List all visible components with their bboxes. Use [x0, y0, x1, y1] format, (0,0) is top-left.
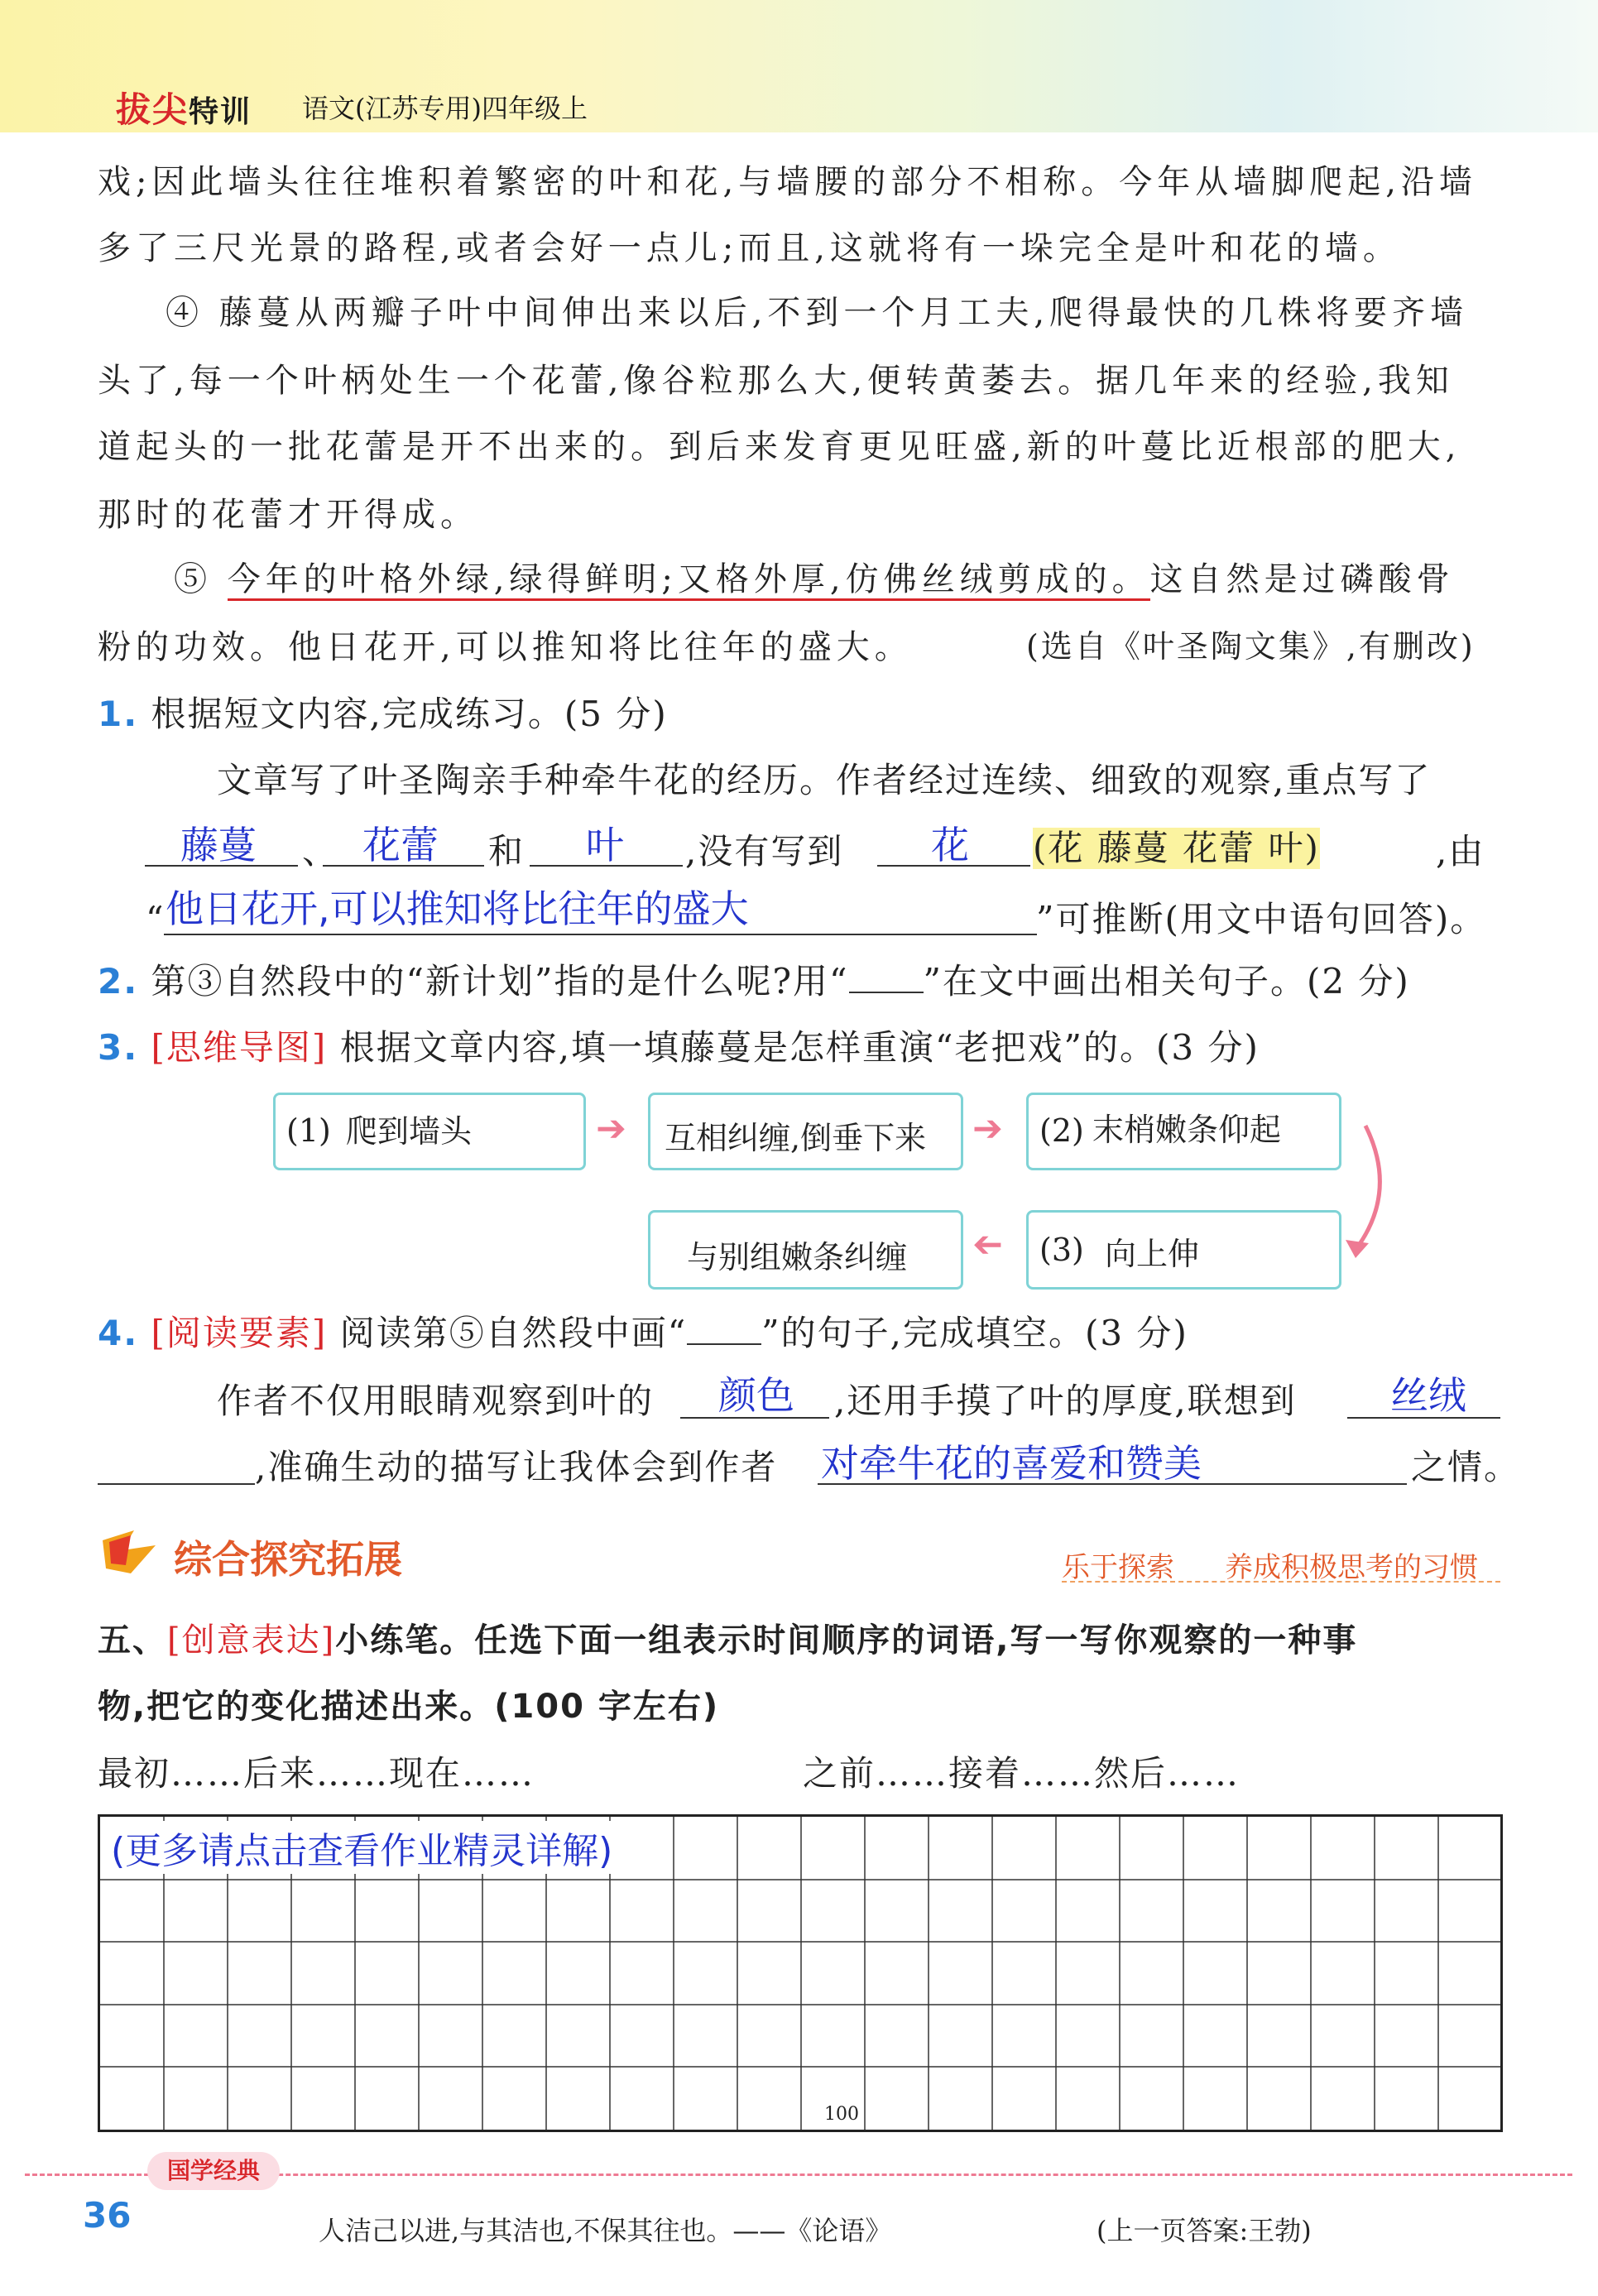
- subject-label: 语文(江苏专用)四年级上: [302, 93, 588, 124]
- answer-2: 花蕾: [362, 823, 439, 867]
- not-written-text: ,没有写到: [685, 831, 844, 872]
- question-3-text: 根据文章内容,填一填藤蔓是怎样重演“老把戏”的。(3 分): [339, 1027, 1260, 1068]
- passage-line-7: [174, 560, 1455, 598]
- footer-quote: 人洁己以进,与其洁也,不保其往也。——《论语》: [319, 2215, 892, 2246]
- question-1-title: [98, 694, 668, 734]
- answer-4: 花: [931, 823, 969, 867]
- question-2-number: 2.: [98, 961, 139, 1001]
- question-5-number: 五、: [98, 1621, 167, 1660]
- word-group-1: 最初……后来……现在……: [98, 1753, 535, 1794]
- star-burst-icon: [98, 1527, 164, 1577]
- question-2-text-pre: 新计划”指的是什么呢?用“: [425, 961, 849, 1001]
- question-1-close: ”可推断(用文中语句回答)。: [1036, 899, 1487, 939]
- question-1-text: 根据短文内容,完成练习。(5 分): [151, 694, 668, 734]
- question-1-line-1: 文章写了叶圣陶亲手种牵牛花的经历。作者经过连续、细致的观察,重点写了: [217, 760, 1432, 800]
- question-4-tag: [阅读要素]: [151, 1313, 328, 1353]
- flow-box-1-prefix: (1): [286, 1112, 331, 1149]
- answer-1: 藤蔓: [180, 823, 257, 867]
- answer-color: 颜色: [718, 1373, 794, 1418]
- flow-box-2-label: 互相纠缠,倒垂下来: [665, 1120, 927, 1156]
- question-5-tag: [创意表达]: [167, 1621, 336, 1660]
- section-title: 综合探究拓展: [174, 1537, 402, 1582]
- and-word: 和: [488, 831, 525, 872]
- word-group-2: 之前……接着……然后……: [803, 1753, 1240, 1794]
- book-logo: 拔尖特训: [116, 89, 252, 130]
- classic-badge: 国学经典: [147, 2152, 280, 2190]
- question-1-number: 1.: [98, 694, 139, 734]
- flow-box-4-answer: 向上伸: [1105, 1236, 1200, 1272]
- question-4-line-2a: ,准确生动的描写让我体会到作者: [255, 1447, 778, 1487]
- passage-line-3: ④ 藤蔓从两瓣子叶中间伸出来以后,不到一个月工夫,爬得最快的几株将要齐墙: [166, 294, 1469, 332]
- question-3-number: 3.: [98, 1027, 139, 1068]
- question-5-line-1: [98, 1621, 1358, 1660]
- flow-box-3-prefix: (2): [1039, 1112, 1084, 1149]
- question-3-tag: [思维导图]: [151, 1027, 328, 1068]
- grid-count-marker: 100: [824, 2104, 859, 2125]
- passage-source: (选自《叶圣陶文集》,有删改): [1026, 628, 1476, 665]
- separator: 、: [302, 831, 339, 872]
- answer-feeling: 对牵牛花的喜爱和赞美: [821, 1441, 1202, 1486]
- question-2: [98, 961, 1410, 1001]
- question-2-text-a: 第③自然段中的“: [151, 961, 426, 1001]
- flow-box-5-label: 与别组嫩条纠缠: [687, 1239, 908, 1275]
- question-4-line-1a: 作者不仅用眼睛观察到叶的: [217, 1381, 655, 1421]
- answer-3: 叶: [586, 823, 624, 867]
- section-motto-1: 乐于探索: [1062, 1551, 1174, 1584]
- question-4-blank: [687, 1343, 761, 1345]
- section-divider: [1062, 1581, 1500, 1583]
- answer-velvet: 丝绒: [1390, 1373, 1466, 1418]
- arrow-left-icon: ➔: [972, 1223, 1003, 1266]
- previous-page-answer: (上一页答案:王勃): [1097, 2215, 1312, 2246]
- arrow-right-icon: ➔: [596, 1107, 626, 1150]
- passage-line-6: 那时的花蕾才开得成。: [98, 496, 478, 534]
- blank-5[interactable]: [164, 934, 1037, 935]
- answer-5: 他日花开,可以推知将比往年的盛大: [166, 886, 749, 931]
- question-3-title: [98, 1027, 1260, 1068]
- question-2-blank: [849, 992, 924, 993]
- question-4-line-1b: ,还用手摸了叶的厚度,联想到: [834, 1381, 1297, 1421]
- underlined-sentence: 今年的叶格外绿,绿得鲜明;又格外厚,仿佛丝绒剪成的。: [228, 560, 1150, 601]
- passage-line-4: 头了,每一个叶柄处生一个花蕾,像谷粒那么大,便转黄萎去。据几年来的经验,我知: [98, 362, 1454, 400]
- grid-answer-note: (更多请点击查看作业精灵详解): [106, 1821, 617, 1874]
- arrow-right-icon: ➔: [972, 1107, 1003, 1150]
- flow-box-3-answer: 末梢嫩条仰起: [1092, 1112, 1282, 1148]
- flow-box-1-answer: 爬到墙头: [346, 1113, 473, 1150]
- open-quote: “: [146, 899, 166, 939]
- curved-arrow-icon: [1332, 1117, 1407, 1266]
- question-4-text-a: 阅读第⑤自然段中画“: [339, 1313, 688, 1353]
- passage-line-5: 道起头的一批花蕾是开不出来的。到后来发育更见旺盛,新的叶蔓比近根部的肥大,: [98, 428, 1461, 466]
- by-text: ,由: [1436, 831, 1485, 872]
- question-5-text-1: 小练笔。任选下面一组表示时间顺序的词语,写一写你观察的一种事: [335, 1621, 1358, 1660]
- question-5-line-2: 物,把它的变化描述出来。(100 字左右): [98, 1688, 720, 1726]
- question-2-text-b: ”在文中画出相关句子。(2 分): [923, 961, 1410, 1001]
- flow-box-4-prefix: (3): [1039, 1232, 1084, 1268]
- paragraph-number: ⑤: [174, 560, 212, 598]
- question-4-title: [98, 1313, 1188, 1353]
- answer-note: (花 藤蔓 花蕾 叶): [1033, 828, 1320, 868]
- question-4-text-b: ”的句子,完成填空。(3 分): [761, 1313, 1188, 1353]
- passage-line-7-rest: 这自然是过磷酸骨: [1149, 560, 1455, 598]
- question-4-number: 4.: [98, 1313, 139, 1353]
- section-motto-2: 养成积极思考的习惯: [1225, 1551, 1478, 1584]
- question-4-line-2b: 之情。: [1411, 1447, 1521, 1487]
- passage-line-8: 粉的功效。他日花开,可以推知将比往年的盛大。: [98, 628, 913, 666]
- passage-line-1: 戏;因此墙头往往堆积着繁密的叶和花,与墙腰的部分不相称。今年从墙脚爬起,沿墙: [98, 163, 1477, 201]
- blank-velvet-b[interactable]: [98, 1483, 255, 1485]
- page-number: 36: [83, 2195, 132, 2236]
- passage-line-2: 多了三尺光景的路程,或者会好一点儿;而且,这就将有一垛完全是叶和花的墙。: [98, 229, 1401, 267]
